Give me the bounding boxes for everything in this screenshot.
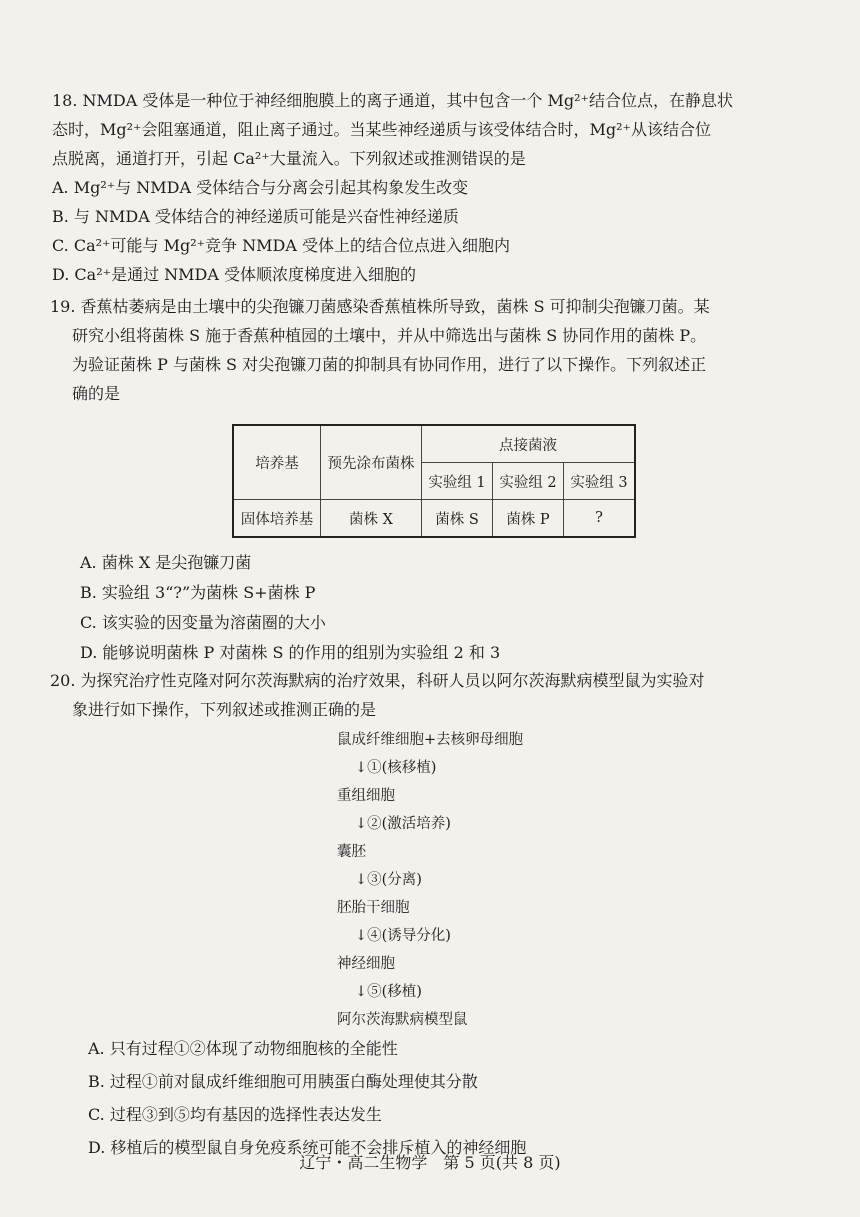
flow-node-embryonic-stem-cell: 胚胎干细胞: [337, 900, 410, 916]
q20-option-a: A. 只有过程①②体现了动物细胞核的全能性: [88, 1039, 398, 1058]
flow-step-2: ↓②(激活培养): [355, 816, 451, 832]
q20-options: [88, 1032, 526, 1164]
cell-group-3: ?: [564, 500, 636, 538]
q19-stem-line-2: 研究小组将菌株 S 施于香蕉种植园的土壤中，并从中筛选出与菌株 S 协同作用的菌株 P。: [72, 326, 707, 345]
q18-stem-line-3: 点脱离，通道打开，引起 Ca²⁺大量流入。下列叙述或推测错误的是: [52, 149, 526, 168]
q20-stem-line-1: 20. 为探究治疗性克隆对阿尔茨海默病的治疗效果，科研人员以阿尔茨海默病模型鼠为实验对: [50, 671, 705, 690]
q18-option-d: D. Ca²⁺是通过 NMDA 受体顺浓度梯度进入细胞的: [52, 265, 417, 284]
cell-group-1: 菌株 S: [422, 500, 493, 538]
table-row: [233, 425, 635, 463]
flow-node-fibroblast-oocyte: 鼠成纤维细胞+去核卵母细胞: [337, 732, 524, 748]
flow-node-recombinant-cell: 重组细胞: [337, 788, 395, 804]
q19-stem-line-3: 为验证菌株 P 与菌株 S 对尖孢镰刀菌的抑制具有协同作用，进行了以下操作。下列叙述正: [72, 355, 707, 374]
q20-stem-line-2: 象进行如下操作，下列叙述或推测正确的是: [72, 700, 377, 719]
flow-step-1: ↓①(核移植): [355, 760, 437, 776]
q18-stem-line-1: 18. NMDA 受体是一种位于神经细胞膜上的离子通道，其中包含一个 Mg²⁺结合位点，在静息状: [52, 91, 733, 110]
flow-step-5: ↓⑤(移植): [355, 984, 422, 1000]
flow-node-blastocyst: 囊胚: [337, 844, 366, 860]
q18-option-b: B. 与 NMDA 受体结合的神经递质可能是兴奋性神经递质: [52, 207, 459, 226]
q19-option-c: C. 该实验的因变量为溶菌圈的大小: [80, 613, 326, 632]
flow-step-4: ↓④(诱导分化): [355, 928, 451, 944]
header-medium: 培养基: [233, 425, 321, 500]
q20-option-d: D. 移植后的模型鼠自身免疫系统可能不会排斥植入的神经细胞: [88, 1138, 527, 1157]
question-20: [50, 666, 830, 724]
header-group-2: 实验组 2: [493, 463, 564, 500]
cell-pre-coated-strain: 菌株 X: [321, 500, 422, 538]
cell-group-2: 菌株 P: [493, 500, 564, 538]
page-footer: 辽宁・高二生物学 第 5 页(共 8 页): [299, 1153, 561, 1172]
q18-stem-line-2: 态时，Mg²⁺会阻塞通道，阻止离子通过。当某些神经递质与该受体结合时，Mg²⁺从该结合位: [52, 120, 711, 139]
q19-stem-line-1: 19. 香蕉枯萎病是由土壤中的尖孢镰刀菌感染香蕉植株所导致，菌株 S 可抑制尖孢镰刀菌。某: [50, 297, 710, 316]
experiment-table: [232, 424, 636, 538]
q19-stem-line-4: 确的是: [72, 384, 121, 403]
q19-option-a: A. 菌株 X 是尖孢镰刀菌: [80, 553, 252, 572]
q19-options: [80, 548, 500, 668]
table-row: [233, 500, 635, 538]
flow-node-model-mouse: 阿尔茨海默病模型鼠: [337, 1012, 468, 1028]
q20-option-c: C. 过程③到⑤均有基因的选择性表达发生: [88, 1105, 382, 1124]
flow-node-neuron: 神经细胞: [337, 956, 395, 972]
header-pre-coated-strain: 预先涂布菌株: [321, 425, 422, 500]
flow-step-3: ↓③(分离): [355, 872, 422, 888]
q18-option-a: A. Mg²⁺与 NMDA 受体结合与分离会引起其构象发生改变: [52, 178, 469, 197]
header-group-3: 实验组 3: [564, 463, 636, 500]
q19-option-b: B. 实验组 3“?”为菌株 S+菌株 P: [80, 583, 316, 602]
q19-option-d: D. 能够说明菌株 P 对菌株 S 的作用的组别为实验组 2 和 3: [80, 643, 501, 662]
question-19: [50, 292, 830, 408]
header-spot-inoculum: 点接菌液: [422, 425, 636, 463]
header-group-1: 实验组 1: [422, 463, 493, 500]
cell-medium: 固体培养基: [233, 500, 321, 538]
q20-option-b: B. 过程①前对鼠成纤维细胞可用胰蛋白酶处理使其分散: [88, 1072, 478, 1091]
question-18: [52, 86, 822, 289]
q18-option-c: C. Ca²⁺可能与 Mg²⁺竞争 NMDA 受体上的结合位点进入细胞内: [52, 236, 510, 255]
